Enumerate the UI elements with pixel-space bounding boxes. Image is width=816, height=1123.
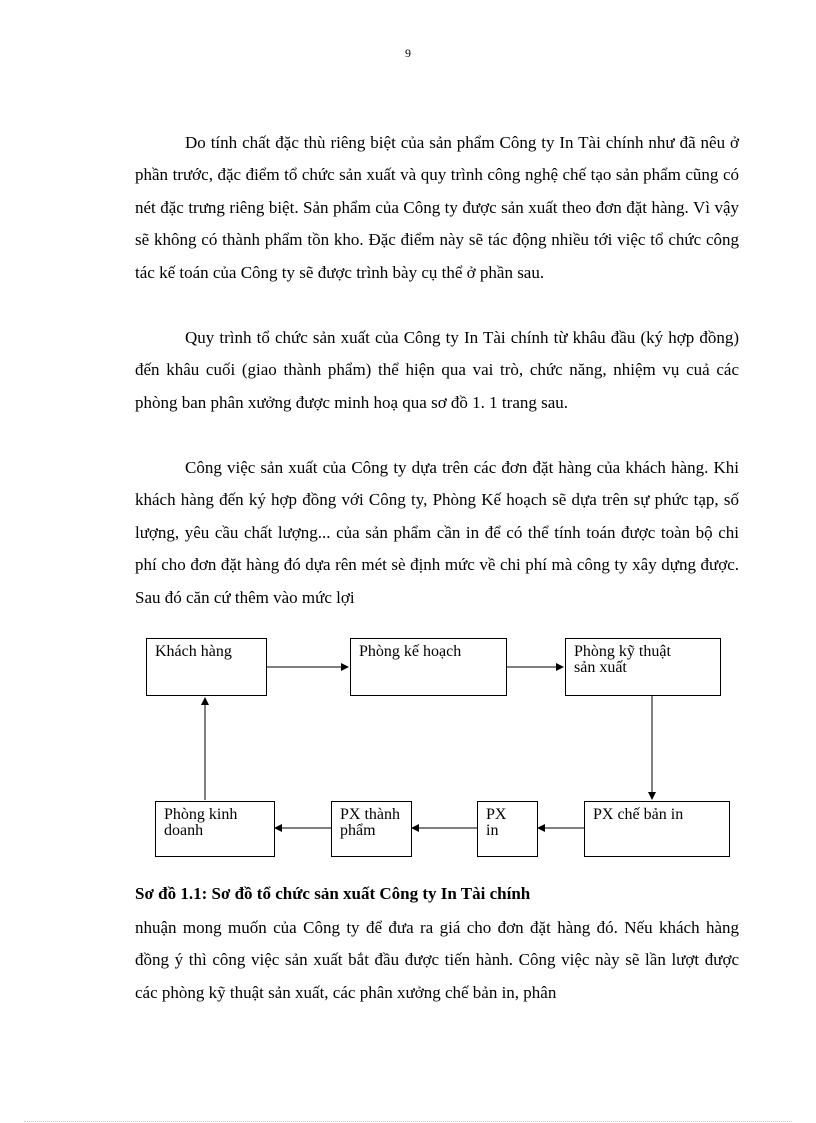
node-phong-ke-hoach	[350, 638, 507, 696]
node-phong-ke-hoach-label: Phòng kế hoạch	[359, 643, 462, 660]
node-phong-kinh-doanh	[155, 801, 275, 857]
node-khach-hang-label: Khách hàng	[155, 643, 232, 660]
node-phong-kinh-doanh-line2: doanh	[164, 822, 204, 839]
node-khach-hang	[146, 638, 267, 696]
node-px-che-ban-in-label: PX chế bản in	[593, 806, 684, 823]
node-px-in-line1: PX	[486, 806, 507, 823]
node-px-thanh-pham-line2: phẩm	[340, 822, 376, 839]
page-number: 9	[405, 46, 411, 60]
node-px-in-line2: in	[486, 822, 499, 839]
node-px-thanh-pham-line1: PX thành	[340, 806, 400, 823]
node-phong-ky-thuat-line2: sản xuất	[574, 659, 627, 676]
paragraph-1: Do tính chất đặc thù riêng biệt của sản phẩm Công ty In Tài chính như đã nêu ở phần trước, đặc điểm tổ chức sản xuất và quy trình công nghệ chế tạo sản phẩm cũng có nét đặc trưng riêng biệt. Sản phẩm của Công ty được sản xuất theo đơn đặt hàng. Vì vậy sẽ không có thành phẩm tồn kho. Đặc điểm này sẽ tác động nhiều tới việc tổ chức công tác kế toán của Công ty sẽ được trình bày cụ thể ở phần sau.	[135, 133, 739, 282]
node-px-thanh-pham	[331, 801, 412, 857]
diagram-caption: Sơ đồ 1.1: Sơ đồ tổ chức sản xuất Công ty In Tài chính	[135, 884, 531, 903]
node-phong-ky-thuat-line1: Phòng kỹ thuật	[574, 643, 671, 660]
node-phong-ky-thuat	[565, 638, 721, 696]
node-phong-kinh-doanh-line1: Phòng kinh	[164, 806, 238, 823]
page-bottom-divider	[24, 1121, 792, 1122]
node-px-che-ban-in	[584, 801, 730, 857]
node-px-in	[477, 801, 538, 857]
paragraph-4: nhuận mong muốn của Công ty để đưa ra giá cho đơn đặt hàng đó. Nếu khách hàng đồng ý thì công việc sản xuất bắt đầu được tiến hành. Công việc này sẽ lần lượt được các phòng kỹ thuật sản xuất, các phân xưởng chế bản in, phân	[135, 918, 739, 1002]
paragraph-2: Quy trình tổ chức sản xuất của Công ty In Tài chính từ khâu đầu (ký hợp đồng) đến khâu cuối (giao thành phẩm) thể hiện qua vai trò, chức năng, nhiệm vụ cuả các phòng ban phân xưởng được minh hoạ qua sơ đồ 1. 1 trang sau.	[135, 328, 739, 412]
paragraph-3: Công việc sản xuất của Công ty dựa trên các đơn đặt hàng của khách hàng. Khi khách hàng đến ký hợp đồng với Công ty, Phòng Kế hoạch sẽ dựa trên sự phức tạp, số lượng, yêu cầu chất lượng... của sản phẩm cần in để có thể tính toán được toàn bộ chi phí cho đơn đặt hàng đó dựa rên mét sè định mức về chi phí mà công ty xây dựng được. Sau đó căn cứ thêm vào mức lợi	[135, 458, 739, 607]
